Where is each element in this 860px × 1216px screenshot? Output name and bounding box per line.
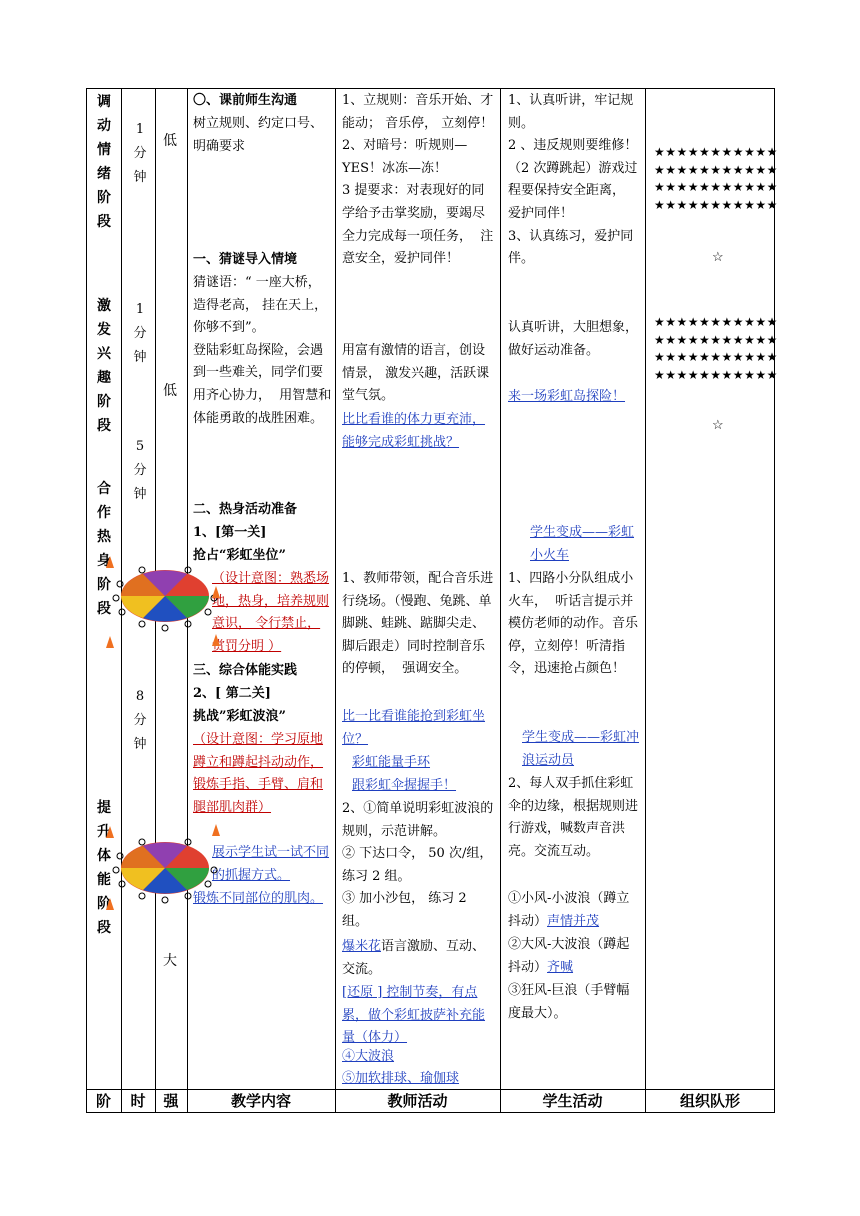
- student-wave-2-text: ②大风-大波浪（蹲起抖动）: [508, 937, 630, 975]
- student-wave-1-text: ①小风-小波浪（蹲立抖动）: [508, 891, 630, 929]
- teacher-popcorn-line: [342, 936, 496, 981]
- intensity-3: 大: [163, 953, 177, 969]
- time-2: 1分钟: [133, 302, 147, 365]
- column-divider: [335, 88, 336, 1113]
- teacher-popcorn-tail: 语言激励、互动、交流。: [342, 939, 486, 977]
- cone-icon: [106, 898, 114, 910]
- student-link-adventure[interactable]: 来一场彩虹岛探险！: [508, 389, 626, 404]
- teacher-link-handshake[interactable]: 跟彩虹伞握握手！: [352, 778, 457, 793]
- content-sub-3b: 抢占“彩虹坐位”: [193, 548, 286, 563]
- content-link-grip[interactable]: 展示学生试一试不同的抓握方式。: [212, 845, 330, 883]
- teacher-activity-1: 1、立规则：音乐开始、才能动； 音乐停， 立刻停！ 2、对暗号：听规则—YES！冰冻—冻！ 3 提要求：对表现好的同学给予击掌奖励，要竭尽全力完成每一项任务， 注意安全，爱护同伴！: [342, 93, 494, 267]
- student-activity-1: 1、认真听讲，牢记规则。 2 、违反规则要维修！（2 次蹲跳起）游戏过程要保持安全距离， 爱护同伴！ 3、认真练习，爱护同伴。: [508, 93, 638, 267]
- header-content: 教学内容: [230, 1092, 291, 1110]
- header-time: 时: [130, 1092, 146, 1110]
- content-body-2: 猜谜语：“ 一座大桥， 造得老高， 挂在天上，你够不到”。 登陆彩虹岛探险，会遇到一些难关，同学们要用齐心协力， 用智慧和体能勇敢的战胜困难。: [193, 275, 332, 426]
- student-link-shout[interactable]: 齐喊: [547, 959, 574, 975]
- student-wave-3: ③狂风-巨浪（手臂幅度最大）。: [508, 983, 630, 1021]
- intensity-2: 低: [163, 383, 177, 399]
- content-sub-4b: 挑战”彩虹波浪”: [193, 709, 286, 724]
- formation-teacher-2: ☆: [712, 418, 724, 433]
- intensity-1: 低: [163, 133, 177, 149]
- teacher-link-balls[interactable]: ⑤加软排球、瑜伽球: [342, 1071, 460, 1086]
- student-activity-4: 2、每人双手抓住彩虹伞的边缘，根据规则进行游戏，喊数声音洪亮。交流互动。: [508, 776, 639, 859]
- stage-label-1: 调动情绪阶段: [97, 94, 111, 230]
- header-stage: 阶: [95, 1092, 111, 1110]
- stage-label-3: 合作热身阶段: [97, 481, 111, 617]
- student-link-emotion[interactable]: 声情并茂: [547, 913, 600, 929]
- teacher-activity-3: 1、教师带领，配合音乐进行绕场。（慢跑、兔跳、单脚跳、蛙跳、踮脚尖走、脚后跟走）同时控制音乐的停顿， 强调安全。: [342, 571, 494, 677]
- student-link-train[interactable]: 学生变成——彩虹小火车: [530, 525, 635, 563]
- student-wave-2: [508, 934, 642, 979]
- teacher-link-seat[interactable]: 比一比看谁能抢到彩虹坐位？: [342, 709, 486, 747]
- header-teacher: 教师活动: [387, 1092, 448, 1110]
- column-divider: [645, 88, 646, 1113]
- teacher-link-popcorn[interactable]: 爆米花: [342, 939, 382, 954]
- content-title-4: 三、综合体能实践: [193, 663, 298, 678]
- content-sub-4a: 2、[ 第二关]: [193, 686, 271, 701]
- stage-label-2: 激发兴趣阶段: [97, 298, 111, 434]
- teacher-link-bracelet[interactable]: 彩虹能量手环: [352, 755, 431, 770]
- design-intent-1: （设计意图：熟悉场地，热身，培养规则意识， 令行禁止，赏罚分明 ）: [212, 571, 330, 654]
- rainbow-parachute-icon: [112, 560, 218, 632]
- formation-teacher-1: ☆: [712, 250, 724, 265]
- cone-icon: [106, 636, 114, 648]
- rainbow-parachute-icon: [112, 832, 218, 904]
- content-title-1: 〇、课前师生沟通: [193, 93, 298, 108]
- teacher-activity-4: 2、①简单说明彩虹波浪的规则，示范讲解。 ② 下达口令， 50 次/组，练习 2 组。 ③ 加小沙包， 练习 2 组。: [342, 801, 494, 929]
- time-1: 1分钟: [133, 122, 147, 185]
- cone-icon: [212, 586, 220, 598]
- student-wave-1: [508, 888, 642, 933]
- cone-icon: [212, 634, 220, 646]
- teacher-activity-2: 用富有激情的语言，创设情景， 激发兴趣，活跃课堂气氛。: [342, 343, 490, 404]
- content-title-2: 一、猜谜导入情境: [193, 252, 298, 267]
- teacher-link-restore[interactable]: [还原 ] 控制节奏，有点累，做个彩虹披萨补充能量（体力）: [342, 985, 486, 1046]
- student-activity-2: 认真听讲，大胆想象， 做好运动准备。: [508, 320, 643, 358]
- teacher-link-big-wave[interactable]: ④大波浪: [342, 1049, 395, 1064]
- content-sub-3a: 1、[第一关]: [193, 525, 267, 540]
- cone-icon: [106, 826, 114, 838]
- student-link-surfer[interactable]: 学生变成——彩虹冲浪运动员: [522, 730, 640, 768]
- content-title-3: 二、热身活动准备: [193, 502, 298, 517]
- header-formation: 组织队形: [679, 1092, 740, 1110]
- time-4: 8分钟: [133, 689, 147, 752]
- formation-stars-1: ★★★★★★★★★★★ ★★★★★★★★★★★ ★★★★★★★★★★★ ★★★★★★★★★★★: [654, 145, 778, 212]
- cone-icon: [106, 556, 114, 568]
- header-intensity: 强: [163, 1092, 179, 1110]
- teacher-link-challenge[interactable]: 比比看谁的体力更充沛，能够完成彩虹挑战？: [342, 412, 486, 450]
- stage-label-4: 提升体能阶段: [97, 800, 111, 936]
- column-divider: [500, 88, 501, 1113]
- design-intent-2: （设计意图：学习原地蹲立和蹲起抖动动作，锻炼手指、手臂、肩和腿部肌肉群）: [193, 732, 324, 815]
- content-link-muscles[interactable]: 锻炼不同部位的肌肉。: [193, 891, 324, 906]
- header-student: 学生活动: [542, 1092, 603, 1110]
- cone-icon: [212, 824, 220, 836]
- formation-stars-2: ★★★★★★★★★★★ ★★★★★★★★★★★ ★★★★★★★★★★★ ★★★★★★★★★★★: [654, 315, 778, 382]
- time-3: 5分钟: [133, 439, 147, 502]
- content-body-1: 树立规则、约定口号、明确要求: [193, 116, 324, 154]
- student-activity-3: 1、四路小分队组成小火车， 听话言提示并模仿老师的动作。音乐停，立刻停！听清指令，迅速抢占颜色！: [508, 571, 639, 677]
